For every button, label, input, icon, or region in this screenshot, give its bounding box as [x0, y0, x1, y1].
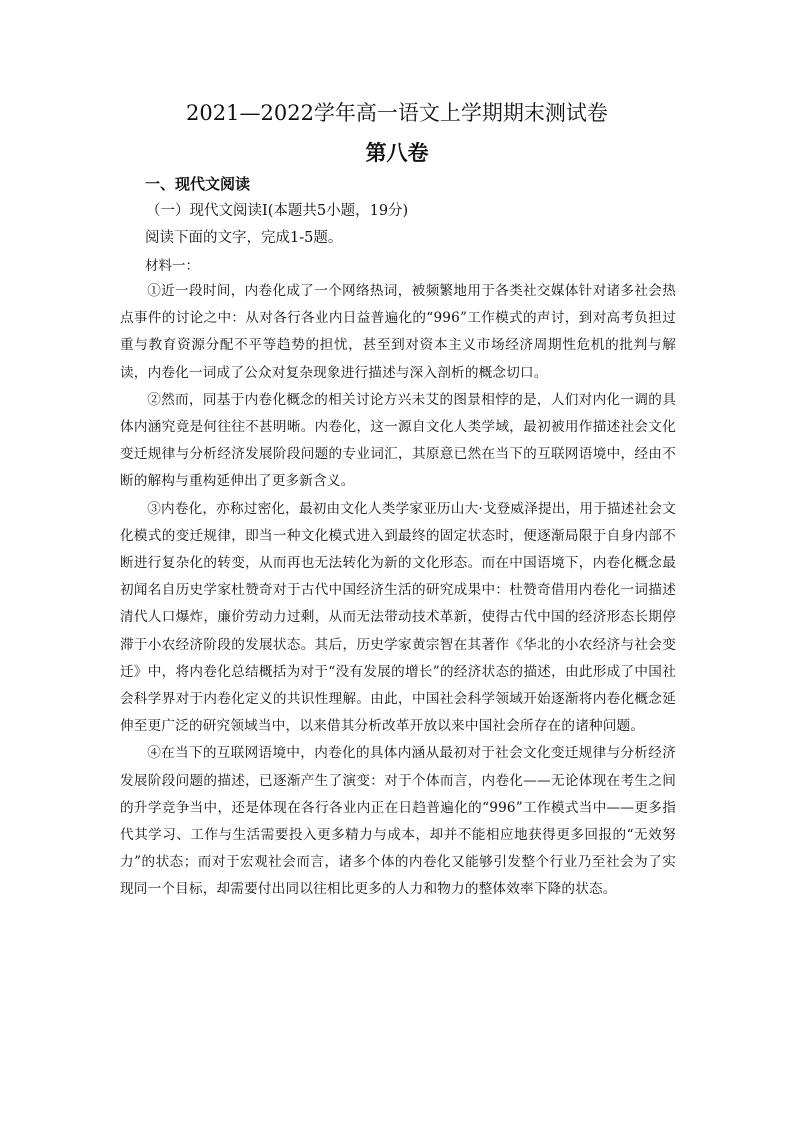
sub-section-heading: （一）现代文阅读Ⅰ(本题共5小题，19分) — [146, 203, 409, 219]
document-subtitle: 第八卷 — [365, 140, 429, 165]
document-title: 2021—2022学年高一语文上学期期末测试卷 — [186, 101, 608, 125]
passage-body — [120, 278, 676, 904]
reading-instruction: 阅读下面的文字，完成1-5题。 — [145, 230, 343, 246]
section-heading: 一、现代文阅读 — [145, 175, 251, 193]
passage-paragraph: ④在当下的互联网语境中，内卷化的具体内涵从最初对于社会文化变迁规律与分析经济发展阶段问题的描述，已逐渐产生了演变：对于个体而言，内卷化——无论体现在考生之间的升学竞争当中，还是体现在各行各业内正在日趋普遍化的“996”工作模式当中——更多指代其学习、工作与生活需要投入更多精力与成本，却并不能相应地获得更多回报的“无效努力”的状态；而对于宏观社会而言，诸多个体的内卷化又能够引发整个行业乃至社会为了实现同一个目标，却需要付出同以往相比更多的人力和物力的整体效率下降的状态。 — [120, 745, 676, 898]
passage-paragraph: ②然而，同基于内卷化概念的相关讨论方兴未艾的图景相悖的是，人们对内化一调的具体内涵究竟是何往往不甚明晰。内卷化，这一源自文化人类学域，最初被用作描述社会文化变迁规律与分析经济发展阶段问题的专业词汇，其原意已然在当下的互联网语境中，经由不断的解构与重构延伸出了更多新含义。 — [120, 391, 676, 490]
passage-paragraph: ③内卷化，亦称过密化，最初由文化人类学家亚历山大·戈登威泽提出，用于描述社会文化模式的变迁规律，即当一种文化模式进入到最终的固定状态时，便逐渐局限于自身内部不断进行复杂化的转变，从而再也无法转化为新的文化形态。而在中国语境下，内卷化概念最初闻名自历史学家杜赞奇对于古代中国经济生活的研究成果中：杜赞奇借用内卷化一词描述清代人口爆炸，廉价劳动力过剩，从而无法带动技术革新，使得古代中国的经济形态长期停滞于小农经济阶段的发展状态。其后，历史学家黄宗智在其著作《华北的小农经济与社会变迁》中，将内卷化总结概括为对于“没有发展的增长”的经济状态的描述，由此形成了中国社会科学界对于内卷化定义的共识性理解。由此，中国社会科学领域开始逐渐将内卷化概念延伸至更广泛的研究领域当中，以来借其分析改革开放以来中国社会所存在的诸种问题。 — [120, 500, 676, 735]
material-label: 材料一： — [145, 258, 199, 274]
passage-paragraph: ①近一段时间，内卷化成了一个网络热词，被频繁地用于各类社交媒体针对诸多社会热点事件的讨论之中：从对各行各业内日益普遍化的“996”工作模式的声讨，到对高考负担过重与教育资源分配不平等趋势的担忧，甚至到对资本主义市场经济周期性危机的批判与解读，内卷化一词成了公众对复杂现象进行描述与深入剖析的概念切口。 — [120, 283, 676, 381]
